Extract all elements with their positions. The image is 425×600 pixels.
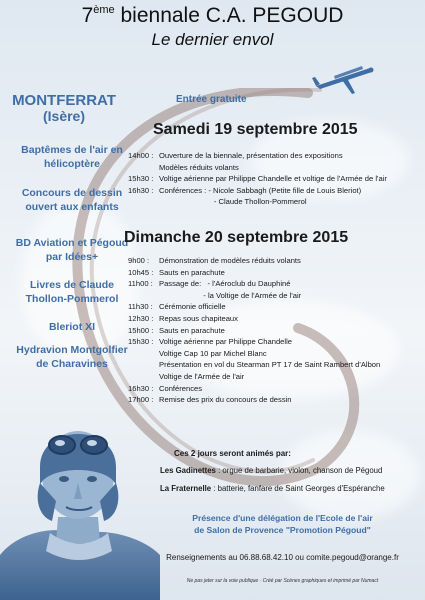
sidebar-item-bleriot: Bleriot XI bbox=[48, 321, 96, 333]
page-subtitle: Le dernier envol bbox=[151, 30, 274, 49]
sidebar-item-drawing-contest: Concours de dessin ouvert aux enfants bbox=[21, 187, 123, 213]
entry-free-label: Entrée gratuite bbox=[176, 94, 247, 105]
animation-line: La Fraternelle : batterie, fanfare de Saint Georges d'Espéranche bbox=[160, 484, 385, 493]
saturday-heading: Samedi 19 septembre 2015 bbox=[153, 121, 358, 138]
location-region: (Isère) bbox=[42, 108, 86, 124]
page-title: 7ème biennale C.A. PEGOUD bbox=[81, 4, 344, 27]
animation-line: Les Gadinettes : orgue de barbarie, violon, chanson de Pégoud bbox=[160, 466, 383, 475]
schedule-row: - Claude Thollon-Pommerol bbox=[159, 197, 307, 207]
pilot-portrait-illustration bbox=[0, 405, 160, 600]
schedule-row: Présentation en vol du Stearman PT 17 de Saint Rambert d'Albon bbox=[159, 360, 381, 370]
schedule-row: 11h30 : Cérémonie officielle bbox=[128, 302, 226, 312]
animations-title: Ces 2 jours seront animés par: bbox=[174, 449, 291, 458]
schedule-row: 11h00 : Passage de: - l'Aéroclub du Dauphiné bbox=[128, 279, 291, 289]
contact-info: Renseignements au 06.88.68.42.10 ou comite.pegoud@orange.fr bbox=[166, 553, 399, 562]
schedule-row: - la Voltige de l'Armée de l'air bbox=[159, 290, 302, 300]
schedule-row: 15h30 : Voltige aérienne par Philippe Chandelle bbox=[128, 337, 292, 347]
sidebar-item-bd-aviation: BD Aviation et Pégoud par Idées+ bbox=[15, 237, 129, 263]
schedule-row: 9h00 : Démonstration de modèles réduits volants bbox=[128, 256, 301, 265]
sidebar-item-helicopter: Baptêmes de l'air en hélicoptère bbox=[21, 144, 123, 170]
schedule-row: 15h30 : Voltige aérienne par Philippe Chandelle et voltige de l'Armée de l'air bbox=[128, 174, 387, 184]
schedule-row: Voltige Cap 10 par Michel Blanc bbox=[159, 348, 267, 358]
location-city: MONTFERRAT bbox=[12, 92, 116, 109]
schedule-row: 12h30 : Repas sous chapiteaux bbox=[128, 313, 238, 323]
sunday-heading: Dimanche 20 septembre 2015 bbox=[124, 229, 349, 246]
biplane-icon bbox=[312, 58, 376, 98]
sidebar-item-hydravion: Hydravion Montgolfier de Charavines bbox=[16, 344, 128, 370]
schedule-row: 10h45 : Sauts en parachute bbox=[128, 267, 225, 277]
schedule-row: 17h00 : Remise des prix du concours de dessin bbox=[128, 395, 292, 405]
schedule-row: 16h30 : Conférences bbox=[128, 383, 203, 393]
sunday-schedule bbox=[128, 255, 380, 406]
sidebar-item-books: Livres de Claude Thollon-Pommerol bbox=[25, 279, 119, 305]
footer-note: Ne pas jeter sur la voie publique · Créé par Scènes graphiques et imprimé par Numact bbox=[186, 578, 379, 584]
schedule-row: Modèles réduits volants bbox=[159, 162, 239, 172]
schedule-row: 14h00 : Ouverture de la biennale, présentation des expositions bbox=[128, 151, 343, 160]
schedule-row: Voltige de l'Armée de l'air bbox=[159, 371, 245, 381]
delegation-notice: Présence d'une délégation de l'Ecole de l'air de Salon de Provence "Promotion Pégoud" bbox=[192, 513, 373, 535]
saturday-schedule bbox=[128, 150, 387, 208]
schedule-row: 15h00 : Sauts en parachute bbox=[128, 325, 225, 335]
schedule-row: 16h30 : Conférences : - Nicole Sabbagh (Petite fille de Louis Bleriot) bbox=[128, 185, 362, 195]
